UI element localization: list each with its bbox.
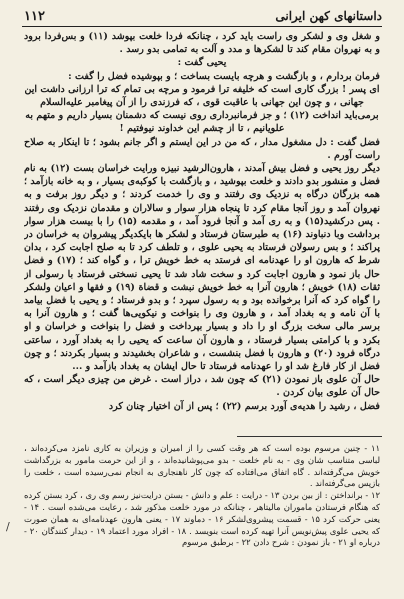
footnote: ۱۲ - برانداختن : از بین بردن ۱۳ - درایت : علم و دانش - بستن درایت‌نیز رسم وی ری ، کرد بستن کرده که هنگام فرستادن ماموران مالیتاهر ، چنانکه در مورد خلعت مذکور شد ، رعایت می‌شده است . ۱۴ - یعنی حرکت کرد ۱۵ - قسمت پیشروی‌لشکر ۱۶ - دماوند ۱۷ - یعنی هارون عهدنامه‌ای به همان صورت که یحیی علوی پیش‌نویس آنرا تهیه کرده است بنویسد . ۱۸ - افراد مورد اعتماد ۱۹ - دیدار کنندگان ۲۰ - درباره او ۲۱ - باز نمودن : شرح دادن ۲۲ - برطبق مرسوم [24,490,380,548]
paragraph: ای پسر ! بزرگ کاری است که خلیفه ترا فرمود و مرچه بی تمام که ترا ارزانی داشت این جهانی ، و چون این جهانی با عاقبت قوی ، که فرزندی را از آن پیغامبر علیه‌السلام برمی‌باید انداخت (۱۲) ؛ و جز فرمانبرداری روی نیست که دشمنان بسیار داریم و متهم به علویانیم ، تا از چشم این خداوند نیوفتیم ! [24,83,380,135]
paragraph: فضل ، رشید را هدیه‌ی آورد برسم (۲۲) ؛ پس از آن اختیار چنان کرد [108,400,380,412]
paragraph: فرمان بردارم ، و بازگشت و هرچه بایست بساخت ؛ و بپوشیده فضل را گفت : [68,70,380,82]
paragraph: دیگر روز یحیی و فضل بیش آمدند ، هارون‌الرشید نبیزه ورایت خراسان بست (۱۲) به نام فضل و منشور بدو دادند و خلعت بپوشید ، و بازگشت با کوکبه‌ی بسیار ، و به خانه بازآمد ؛ همه بزرگان درگاه به نزدیک وی رفتند و وی را خدمت کردند ؛ و دیگر روز برفت و به نهروان آمد و روز آنجا مقام کرد تا پنجاه هزار سوار و سالاران و مقدمان نزدیک وی رفتند . پس درکشید(۱۵) و به ری آمد و آنجا فرود آمد ، و مقدمه (۱۵) را با بیست هزار سوار برداشت وبا دنباوند (۱۶) به طبرستان فرستاد و لشکر ها بایکدیگر پیشروان به خراسان در پراکند ؛ و بس رسولان فرستاد به یحیی علوی ، و تلطف کرد تا به صلح اجابت کرد ، بدان شرط که هارون او را عهدنامه ای فرستد به خط خویش ترا ، و گواه کند ؛ (۱۷) و فضل حال باز نمود و هارون اجابت کرد و سخت شاد شد تا یحیی نسختی فرستاد با رسولی از ثقات (۱۸) خویش ؛ هارون آنرا به خط خویش نبشت و قضاة (۱۹) و فقها و اعیان ولشکر را گواه کرد که آنرا برخوانده بود و به رسول سپرد ؛ و بدو فرستاد ؛ و یحیی با فضل بیامد با آن نامه و به بغداد آمد ، و هارون وی را بنواخت و نیکویی‌ها گفت ؛ و هارون آنرا به برسر مالی سخت بزرگ او را داد و بسیار بپرداخت و فضل را بنواخت و خراسان و او بکرد و با کرامتی بسیار فرستاد ، و هارون آن ساعت که یحیی را به بغداد آورد ، ساعتی درگاه فرود (۲۰) و هارون با فضل بنشست ، و شاعران بخشیدند و بسیار بکردند ؛ و چون فضل از کار فارغ شد او را عهدنامه فرستاد تا حال ایشان به بغداد بازآمد و ... [24,163,380,373]
paragraph: حال آن علوی باز نمودن (۲۱) که چون شد ، دراز است . غرض من چیزی دیگر است ، که حال آن علوی بیان کردن . [24,374,380,399]
running-title: داستانهای کهن ایرانی [275,9,382,23]
paragraph: و شغل وی و لشکر وی راست باید کرد ، چنانکه فردا خلعت بپوشد (۱۱) و بس‌فردا برود و به نهروان مقام کند تا لشکرها و مدد و آلت به تمامی بدو رسد . [24,31,380,56]
margin-mark: / [6,520,10,533]
footnote-rule [237,436,382,437]
page-number: ۱۱۲ [24,8,45,24]
paragraph: یحیی گفت : [177,57,227,69]
header-rule [22,26,382,27]
footnotes [24,443,380,591]
footnote: ۱۱ - چنین مرسوم بوده است که هر وقت کسی را از امیران و وزیران به کاری نامزد می‌کرده‌اند ، لباسی متناسب شان وی - به نام خلعت - بدو می‌پوشانیده‌اند ، و از این حرمت مامور به بزرگداشت خویش می‌گرفته‌اند . گاه اتفاق می‌افتاده که چون کار ناهنجاری به انجام نمی‌رسیده است ، خلعت را بازپس می‌گرفته‌اند . [24,443,380,489]
page-header [24,6,382,26]
main-text [24,30,380,418]
paragraph: فضل گفت : دل مشغول مدار ، که من در این ایستم و اگر جانم بشود ؛ تا اینکار به صلاح راست آورم . [24,136,380,161]
